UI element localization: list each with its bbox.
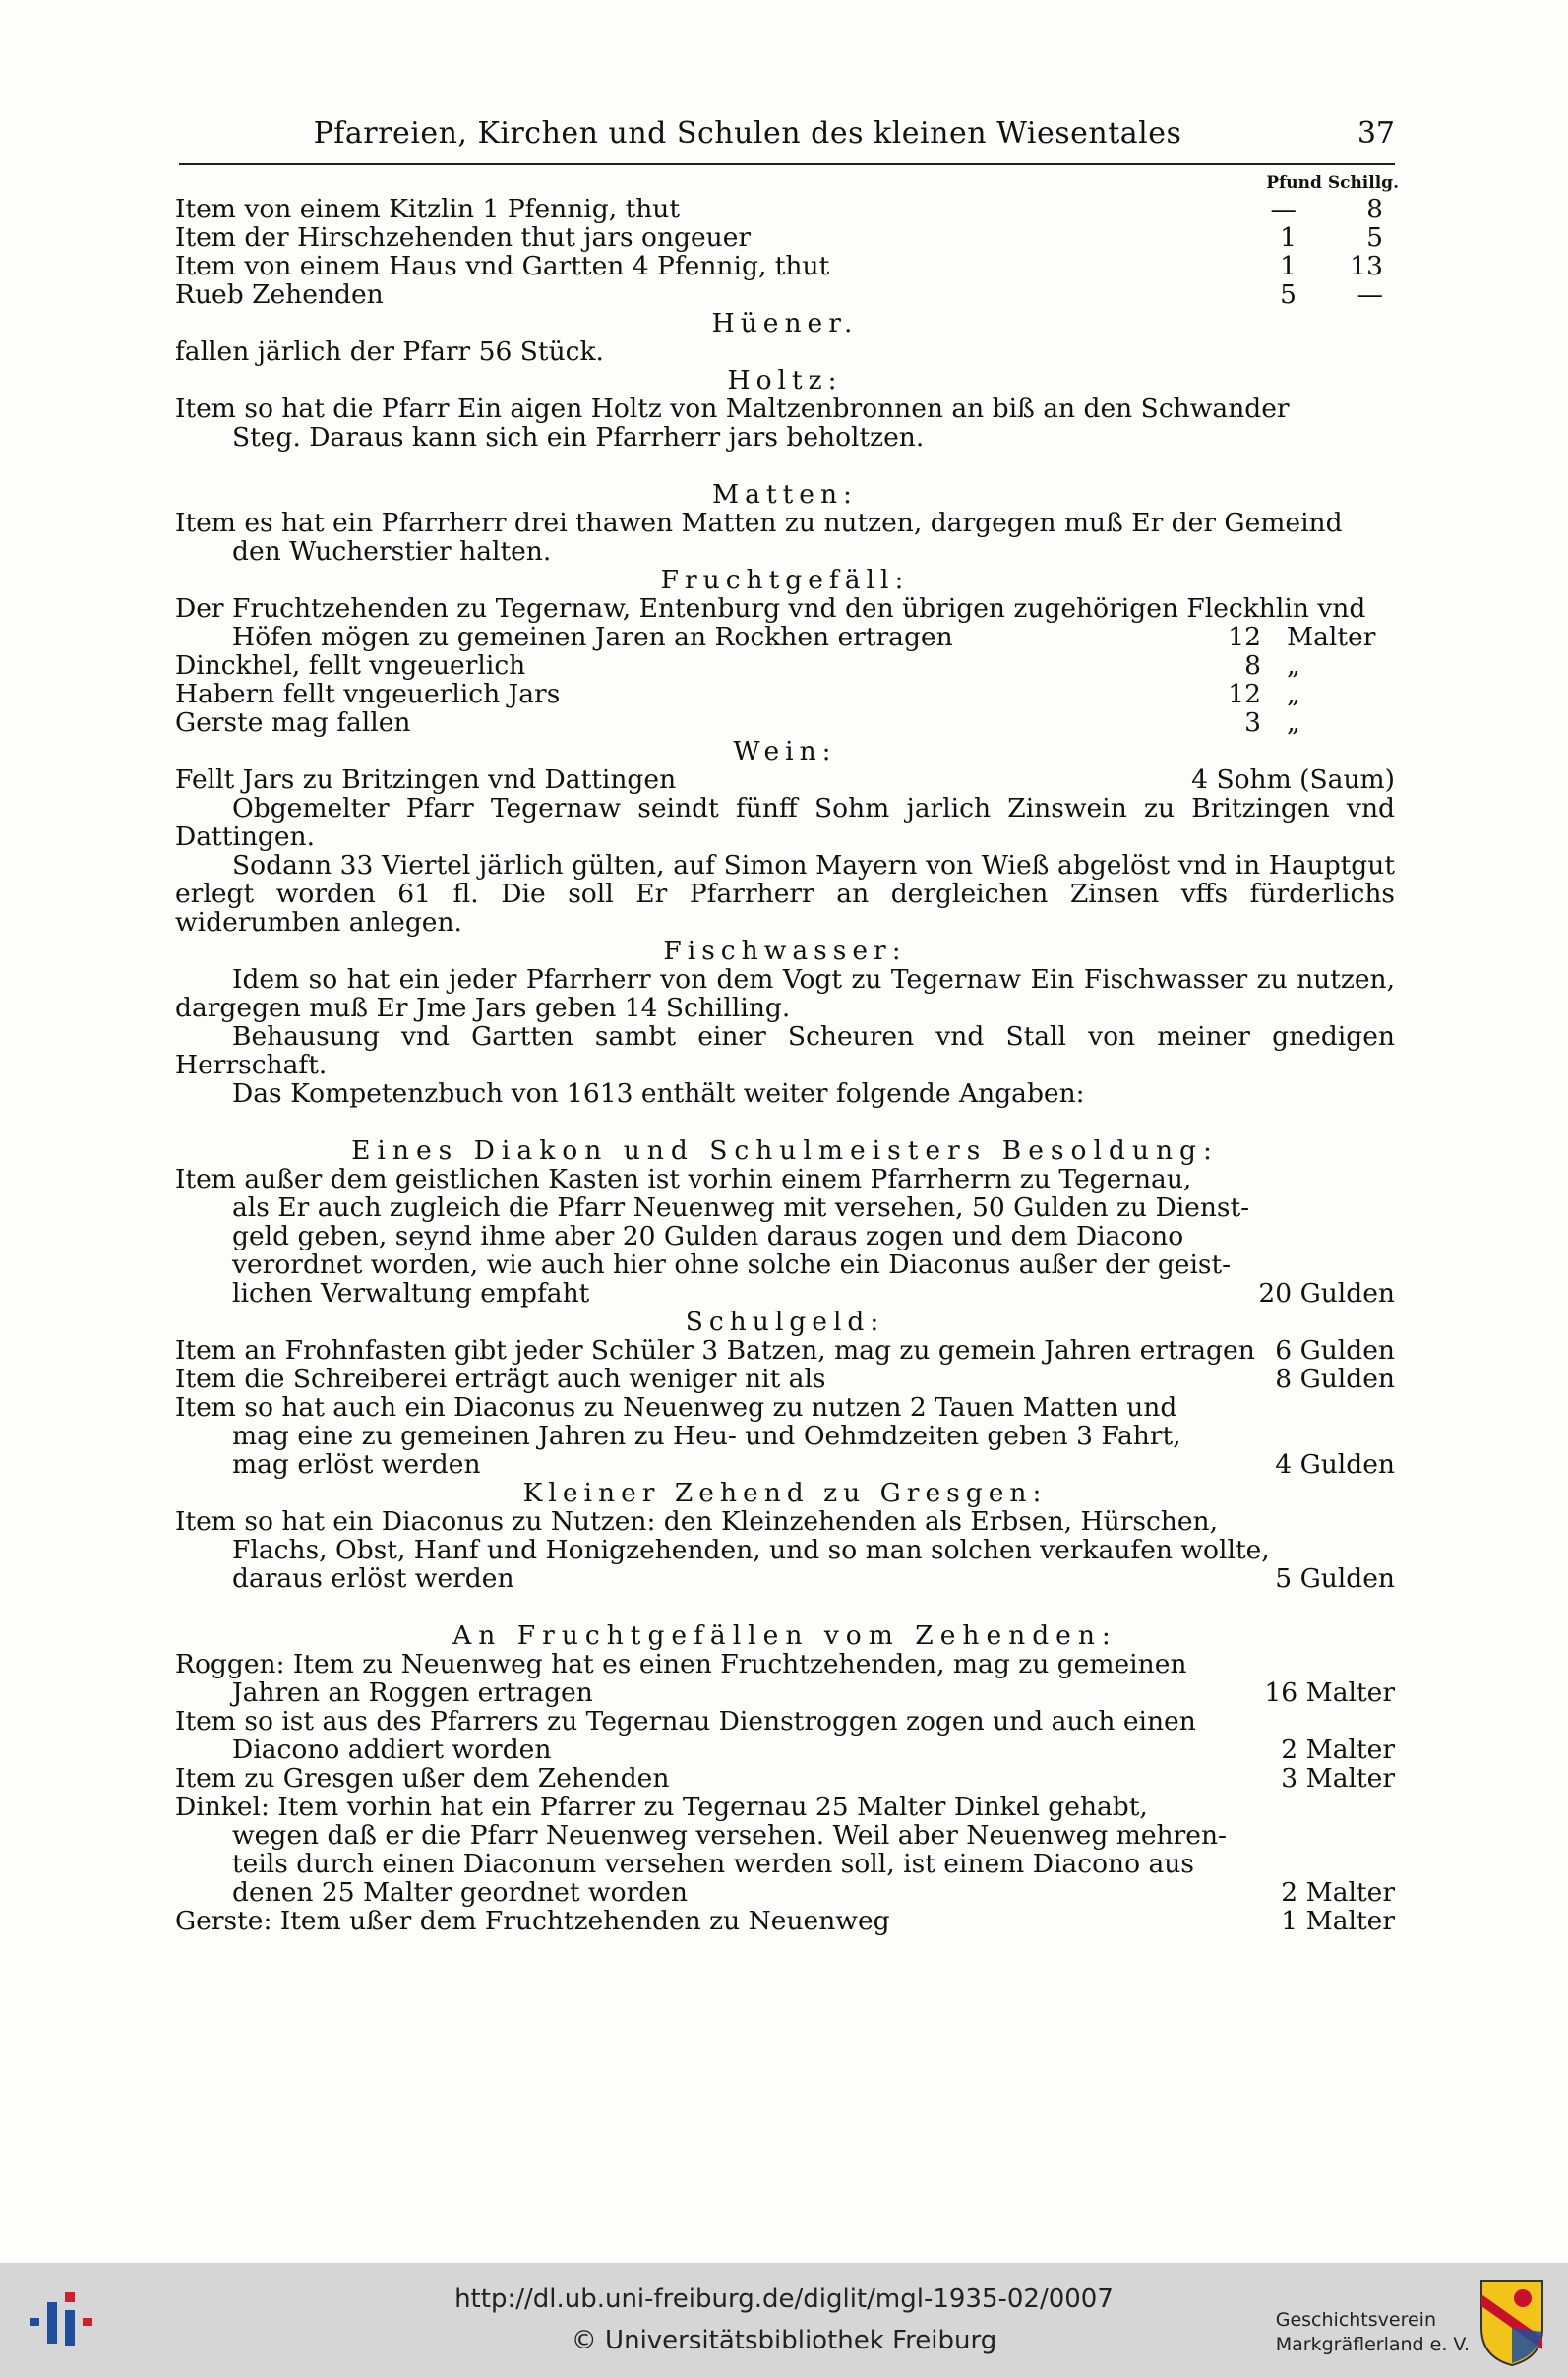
- fruchtgefaelle-row: [175, 1878, 1395, 1907]
- fruchtgefaelle-row-label: wegen daß er die Pfarr Neuenweg versehen. Weil aber Neuenweg mehren-: [232, 1820, 1227, 1851]
- kleiner-row-label: daraus erlöst werden: [232, 1563, 514, 1594]
- paragraph: Sodann 33 Viertel järlich gülten, auf Simon Mayern von Wieß abgelöst vnd in Hauptgut erlegt worden 61 fl. Die soll Er Pfarrherr an dergleichen Zinsen vffs fürderlichs widerumben anlegen.: [175, 850, 1395, 938]
- fruchtgefaelle-row: [175, 1907, 1395, 1935]
- holtz-line-1: Item so hat die Pfarr Ein aigen Holtz von Maltzenbronnen an biß an den Schwander: [175, 394, 1290, 424]
- frucht-quantity: 12: [1228, 622, 1261, 652]
- fruchtgefaelle-row: [175, 1736, 1395, 1764]
- income-label: Item der Hirschzehenden thut jars ongeuer: [175, 222, 752, 253]
- text-line: [175, 1279, 1395, 1308]
- section-holtz: Holtz:: [727, 365, 843, 396]
- fruchtgefaelle-row: [175, 1707, 1395, 1736]
- schulgeld-row-amount: 8 Gulden: [1275, 1364, 1395, 1394]
- spacer: [175, 173, 1395, 195]
- section-kleiner-zehend: Kleiner Zehend zu Gresgen:: [522, 1478, 1048, 1508]
- hueener-line: fallen järlich der Pfarr 56 Stück.: [175, 336, 604, 367]
- schulgeld-row-label: mag erlöst werden: [232, 1449, 481, 1480]
- income-row: [175, 252, 1395, 280]
- footer-bar: [0, 2263, 1568, 2378]
- schulgeld-row-label: mag eine zu gemeinen Jahren zu Heu- und Oehmdzeiten geben 3 Fahrt,: [232, 1421, 1181, 1451]
- fruchtgefaelle-row-label: Roggen: Item zu Neuenweg hat es einen Fruchtzehenden, mag zu gemeinen: [175, 1649, 1187, 1679]
- fruchtgefaelle-row-label: Jahren an Roggen ertragen: [232, 1677, 593, 1708]
- income-row: [175, 223, 1395, 252]
- income-row: [175, 195, 1395, 223]
- fruchtgefaelle-row: [175, 1850, 1395, 1878]
- schilling-value: 13: [1350, 251, 1383, 281]
- frucht-label: Gerste mag fallen: [175, 707, 411, 738]
- spacer: [175, 1593, 1395, 1621]
- diakon-line: Item außer dem geistlichen Kasten ist vorhin einem Pfarrherrn zu Tegernau,: [175, 1164, 1192, 1194]
- kleiner-list: [175, 1507, 1395, 1593]
- income-list: [175, 195, 1395, 309]
- schulgeld-row: [175, 1393, 1395, 1422]
- frucht-label: Habern fellt vngeuerlich Jars: [175, 679, 561, 709]
- schulgeld-list: [175, 1336, 1395, 1479]
- frucht-list: [175, 623, 1395, 737]
- kleiner-row: [175, 1536, 1395, 1564]
- frucht-quantity: 8: [1244, 650, 1261, 681]
- wein-line: Fellt Jars zu Britzingen vnd Dattingen: [175, 764, 677, 795]
- spacer: [175, 452, 1395, 480]
- frucht-unit: „: [1287, 707, 1300, 738]
- paragraph: Behausung vnd Gartten sambt einer Scheuren vnd Stall von meiner gnedigen Herrschaft.: [175, 1021, 1395, 1080]
- schulgeld-row: [175, 1450, 1395, 1479]
- diakon-line: verordnet worden, wie auch hier ohne solche ein Diaconus außer der geist-: [232, 1250, 1232, 1280]
- schulgeld-row-amount: 4 Gulden: [1275, 1449, 1395, 1480]
- income-label: Item von einem Haus vnd Gartten 4 Pfennig, thut: [175, 251, 830, 281]
- frucht-quantity: 12: [1228, 679, 1261, 709]
- paragraph: Idem so hat ein jeder Pfarrherr von dem Vogt zu Tegernaw Ein Fischwasser zu nutzen, dargegen muß Er Jme Jars geben 14 Schilling.: [175, 964, 1395, 1023]
- frucht-label: Dinckhel, fellt vngeuerlich: [175, 650, 526, 681]
- society-name: [1276, 2308, 1470, 2357]
- fruchtgefaelle-row-label: Dinkel: Item vorhin hat ein Pfarrer zu Tegernau 25 Malter Dinkel gehabt,: [175, 1792, 1148, 1822]
- pfund-value: 1: [1280, 222, 1297, 253]
- running-title: Pfarreien, Kirchen und Schulen des kleinen Wiesentales: [313, 116, 1182, 151]
- text-line: [175, 1193, 1395, 1222]
- fruchtgefaelle-row-label: Gerste: Item ußer dem Fruchtzehenden zu Neuenweg: [175, 1906, 890, 1936]
- header-rule: [179, 163, 1395, 165]
- text-line: [175, 594, 1395, 623]
- text-line: [175, 509, 1395, 537]
- pfund-value: 1: [1280, 251, 1297, 281]
- text-line: [175, 537, 1395, 566]
- fruchtgefaelle-row: [175, 1678, 1395, 1707]
- fruchtgefaelle-row: [175, 1650, 1395, 1678]
- wein-paragraphs: [175, 794, 1395, 937]
- paragraph: Das Kompetenzbuch von 1613 enthält weiter folgende Angaben:: [232, 1078, 1085, 1109]
- section-schulgeld: Schulgeld:: [685, 1307, 885, 1337]
- diakon-line: lichen Verwaltung empfaht: [232, 1278, 590, 1309]
- text-line: [175, 395, 1395, 423]
- kleiner-row-label: Flachs, Obst, Hanf und Honigzehenden, und so man solchen verkaufen wollte,: [232, 1535, 1270, 1565]
- diakon-line: geld geben, seynd ihme aber 20 Gulden daraus zogen und dem Diacono: [232, 1221, 1184, 1251]
- section-fruchtgefaelle-zehenden: An Fruchtgefällen vom Zehenden:: [452, 1620, 1117, 1651]
- paragraph: Obgemelter Pfarr Tegernaw seindt fünff Sohm jarlich Zinswein zu Britzingen vnd Dattingen.: [175, 793, 1395, 852]
- section-fruchtgefaell: Fruchtgefäll:: [660, 565, 910, 595]
- fruchtgefaelle-row-label: Diacono addiert worden: [232, 1735, 552, 1765]
- fruchtgefaelle-row-amount: 3 Malter: [1281, 1763, 1395, 1794]
- fruchtgefaelle-row-label: Item so ist aus des Pfarrers zu Tegernau Dienstroggen zogen und auch einen: [175, 1706, 1196, 1737]
- schulgeld-row-label: Item so hat auch ein Diaconus zu Neuenweg zu nutzen 2 Tauen Matten und: [175, 1392, 1177, 1423]
- fruchtgefaelle-row: [175, 1793, 1395, 1821]
- coat-of-arms-icon: [1478, 2277, 1546, 2367]
- frucht-label: Höfen mögen zu gemeinen Jaren an Rockhen ertragen: [232, 622, 953, 652]
- frucht-row: [175, 708, 1395, 737]
- diakon-line: als Er auch zugleich die Pfarr Neuenweg mit versehen, 50 Gulden zu Dienst-: [232, 1192, 1250, 1223]
- frucht-line-1: Der Fruchtzehenden zu Tegernaw, Entenburg vnd den übrigen zugehörigen Fleckhlin vnd: [175, 593, 1366, 624]
- schilling-value: 5: [1366, 222, 1383, 253]
- wein-amount: 4 Sohm (Saum): [1191, 764, 1395, 795]
- schulgeld-row: [175, 1422, 1395, 1450]
- fruchtgefaelle-row-amount: 2 Malter: [1281, 1735, 1395, 1765]
- income-row: [175, 280, 1395, 309]
- spacer: [175, 1108, 1395, 1136]
- fruchtgefaelle-row-label: Item zu Gresgen ußer dem Zehenden: [175, 1763, 670, 1794]
- column-head: Pfund Schillg.: [1266, 173, 1399, 193]
- schulgeld-row: [175, 1336, 1395, 1365]
- section-hueener: Hüener.: [711, 308, 859, 338]
- matten-line-1: Item es hat ein Pfarrherr drei thawen Matten zu nutzen, dargegen muß Er der Gemeind: [175, 508, 1343, 538]
- kleiner-row-amount: 5 Gulden: [1275, 1563, 1395, 1594]
- kleiner-row: [175, 1564, 1395, 1593]
- running-header: [179, 116, 1395, 155]
- text-line: [175, 1165, 1395, 1193]
- text-line: [175, 765, 1395, 794]
- matten-line-2: den Wucherstier halten.: [232, 536, 552, 567]
- text-line: [175, 1222, 1395, 1250]
- pfund-value: 5: [1280, 279, 1297, 310]
- text-line: [175, 423, 1395, 452]
- frucht-unit: Malter: [1287, 622, 1376, 652]
- page-number: 37: [1357, 116, 1395, 151]
- fruchtgefaelle-row: [175, 1821, 1395, 1850]
- section-wein: Wein:: [733, 736, 837, 766]
- text-line: [175, 337, 1395, 366]
- fruchtgefaelle-row-amount: 2 Malter: [1281, 1877, 1395, 1908]
- frucht-quantity: 3: [1244, 707, 1261, 738]
- section-fischwasser: Fischwasser:: [663, 936, 907, 966]
- schulgeld-row-amount: 6 Gulden: [1275, 1335, 1395, 1366]
- page-body: [175, 173, 1395, 1935]
- frucht-row: [175, 623, 1395, 651]
- frucht-unit: „: [1287, 679, 1300, 709]
- schilling-value: 8: [1366, 194, 1383, 224]
- section-matten: Matten:: [712, 479, 858, 510]
- schulgeld-row-label: Item die Schreiberei erträgt auch weniger nit als: [175, 1364, 826, 1394]
- fruchtgefaelle-row-label: teils durch einen Diaconum versehen werden soll, ist einem Diacono aus: [232, 1849, 1194, 1879]
- fruchtgefaelle-row: [175, 1764, 1395, 1793]
- an-list: [175, 1650, 1395, 1935]
- text-line: [175, 1250, 1395, 1279]
- schulgeld-row-label: Item an Frohnfasten gibt jeder Schüler 3 Batzen, mag zu gemein Jahren ertragen: [175, 1335, 1255, 1366]
- section-diakon: Eines Diakon und Schulmeisters Besoldung:: [351, 1135, 1219, 1166]
- schilling-value: —: [1357, 279, 1383, 310]
- frucht-row: [175, 651, 1395, 680]
- schulgeld-row: [175, 1365, 1395, 1393]
- fruchtgefaelle-row-amount: 16 Malter: [1264, 1677, 1395, 1708]
- fisch-paragraphs: [175, 965, 1395, 1108]
- pfund-value: —: [1270, 194, 1297, 224]
- source-url[interactable]: http://dl.ub.uni-freiburg.de/diglit/mgl-1935-02/0007: [454, 2285, 1114, 2314]
- frucht-unit: „: [1287, 650, 1300, 681]
- income-label: Item von einem Kitzlin 1 Pfennig, thut: [175, 194, 681, 224]
- diakon-amount: 20 Gulden: [1258, 1278, 1395, 1309]
- fruchtgefaelle-row-label: denen 25 Malter geordnet worden: [232, 1877, 688, 1908]
- kleiner-row-label: Item so hat ein Diaconus zu Nutzen: den Kleinzehenden als Erbsen, Hürschen,: [175, 1506, 1219, 1537]
- frucht-row: [175, 680, 1395, 708]
- holtz-line-2: Steg. Daraus kann sich ein Pfarrherr jars beholtzen.: [232, 422, 925, 453]
- copyright: © Universitätsbibliothek Freiburg: [571, 2326, 997, 2355]
- income-label: Rueb Zehenden: [175, 279, 384, 310]
- fruchtgefaelle-row-amount: 1 Malter: [1281, 1906, 1395, 1936]
- kleiner-row: [175, 1507, 1395, 1536]
- society-line-1: Geschichtsverein: [1275, 2309, 1436, 2331]
- society-line-2: Markgräflerland e. V.: [1275, 2334, 1470, 2355]
